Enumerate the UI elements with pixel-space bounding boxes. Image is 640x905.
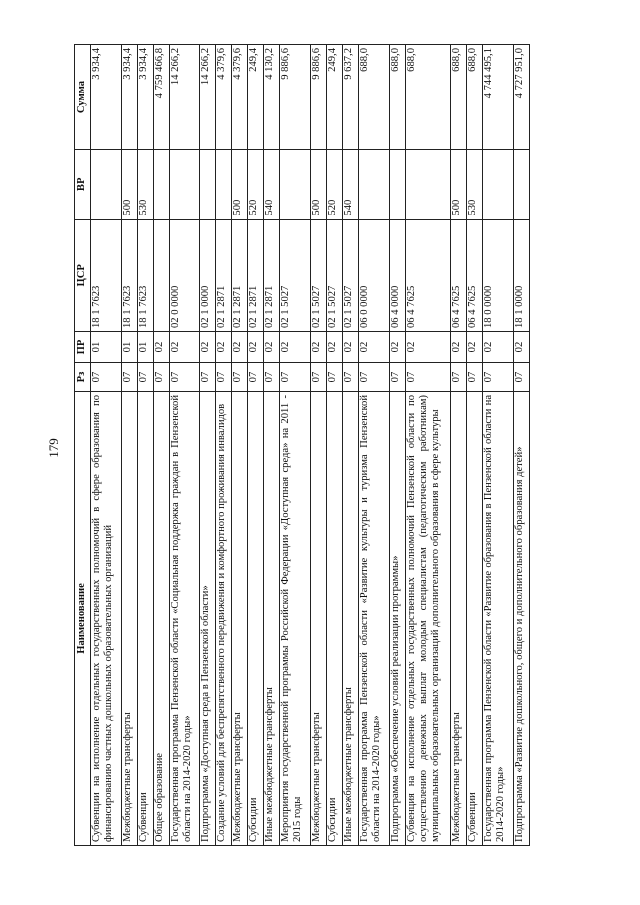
table-row: [264, 45, 280, 846]
cell-rz: 07: [405, 363, 451, 392]
cell-sum: 688,0: [405, 45, 451, 150]
cell-vr: [216, 149, 232, 219]
cell-rz: 07: [389, 363, 405, 392]
cell-name: Мероприятия государственной программы Российской Федерации «Доступная среда» на 2011 - 2015 годы: [280, 391, 311, 845]
table-body: [91, 45, 530, 846]
cell-pr: 02: [358, 332, 389, 363]
header-rz: Рз: [75, 363, 91, 392]
cell-csr: 02 0 0000: [169, 219, 200, 331]
cell-csr: 02 1 0000: [200, 219, 216, 331]
cell-rz: 07: [342, 363, 358, 392]
cell-sum: 9 886,6: [311, 45, 327, 150]
cell-vr: [200, 149, 216, 219]
table-row: [342, 45, 358, 846]
cell-sum: 4 727 951,0: [513, 45, 529, 150]
cell-pr: 01: [121, 332, 137, 363]
cell-sum: 9 637,2: [342, 45, 358, 150]
cell-name: Государственная программа Пензенской области «Социальная поддержка граждан в Пензенской области на 2014-2020 годы»: [169, 391, 200, 845]
cell-name: Межбюджетные трансферты: [311, 391, 327, 845]
cell-rz: 07: [232, 363, 248, 392]
cell-csr: 18 0 0000: [483, 219, 514, 331]
cell-rz: 07: [121, 363, 137, 392]
cell-csr: 02 1 2871: [216, 219, 232, 331]
budget-table: [74, 44, 530, 846]
table-row: [311, 45, 327, 846]
cell-pr: 02: [342, 332, 358, 363]
cell-rz: 07: [467, 363, 483, 392]
table-row: [91, 45, 122, 846]
cell-csr: 18 1 7623: [91, 219, 122, 331]
cell-pr: 02: [264, 332, 280, 363]
table-row: [389, 45, 405, 846]
cell-rz: 07: [248, 363, 264, 392]
cell-name: Межбюджетные трансферты: [451, 391, 467, 845]
cell-name: Подпрограмма «Доступная среда в Пензенской области»: [200, 391, 216, 845]
cell-vr: 540: [264, 149, 280, 219]
cell-vr: [358, 149, 389, 219]
cell-sum: 688,0: [358, 45, 389, 150]
cell-rz: 07: [451, 363, 467, 392]
cell-vr: [153, 149, 169, 219]
cell-pr: 02: [483, 332, 514, 363]
table-row: [451, 45, 467, 846]
cell-pr: 02: [405, 332, 451, 363]
table-row: [200, 45, 216, 846]
cell-name: Субвенция на исполнение отдельных государственных полномочий Пензенской области по осуществлению денежных выплат молодым специалистам (педагогическим работникам) муниципальных образовательных организаций дополнительного образования в сфере культуры: [405, 391, 451, 845]
cell-vr: 520: [326, 149, 342, 219]
cell-name: Создание условий для беспрепятственного передвижения и комфортного проживания инвалидов: [216, 391, 232, 845]
cell-name: Субвенции: [467, 391, 483, 845]
cell-vr: 540: [342, 149, 358, 219]
cell-vr: [483, 149, 514, 219]
cell-name: Общее образование: [153, 391, 169, 845]
table-row: [153, 45, 169, 846]
cell-sum: 249,4: [326, 45, 342, 150]
table-row: [280, 45, 311, 846]
header-sum: Сумма: [75, 45, 91, 150]
cell-sum: 3 934,4: [137, 45, 153, 150]
cell-vr: [389, 149, 405, 219]
cell-name: Субвенции: [137, 391, 153, 845]
table-row: [216, 45, 232, 846]
cell-pr: 02: [467, 332, 483, 363]
cell-name: Государственная программа Пензенской области «Развитие образования в Пензенской области на 2014-2020 годы»: [483, 391, 514, 845]
table-row: [326, 45, 342, 846]
cell-pr: 02: [200, 332, 216, 363]
cell-csr: 06 4 7625: [405, 219, 451, 331]
cell-sum: 688,0: [389, 45, 405, 150]
cell-csr: 02 1 2871: [232, 219, 248, 331]
cell-sum: 4 744 495,1: [483, 45, 514, 150]
cell-rz: 07: [358, 363, 389, 392]
cell-pr: 02: [513, 332, 529, 363]
cell-csr: 02 1 2871: [264, 219, 280, 331]
cell-rz: 07: [483, 363, 514, 392]
cell-csr: 18 1 7623: [121, 219, 137, 331]
cell-rz: 07: [513, 363, 529, 392]
cell-csr: 02 1 5027: [280, 219, 311, 331]
cell-csr: 06 4 7625: [467, 219, 483, 331]
cell-name: Государственная программа Пензенской области «Развитие культуры и туризма Пензенской области на 2014-2020 годы»: [358, 391, 389, 845]
cell-sum: 4 130,2: [264, 45, 280, 150]
table-row: [467, 45, 483, 846]
cell-sum: 14 266,2: [200, 45, 216, 150]
cell-name: Межбюджетные трансферты: [232, 391, 248, 845]
cell-name: Межбюджетные трансферты: [121, 391, 137, 845]
table-header-row: [75, 45, 91, 846]
cell-csr: 02 1 5027: [326, 219, 342, 331]
cell-sum: 3 934,4: [121, 45, 137, 150]
cell-name: Субвенции на исполнение отдельных государственных полномочий в сфере образования по финансированию частных дошкольных образовательных организаций: [91, 391, 122, 845]
cell-rz: 07: [200, 363, 216, 392]
header-pr: ПР: [75, 332, 91, 363]
cell-pr: 02: [248, 332, 264, 363]
cell-vr: [405, 149, 451, 219]
cell-csr: 18 1 0000: [513, 219, 529, 331]
table-row: [169, 45, 200, 846]
table-row: [358, 45, 389, 846]
cell-sum: 9 886,6: [280, 45, 311, 150]
page-number: 179: [46, 438, 61, 458]
cell-sum: 3 934,4: [91, 45, 122, 150]
cell-csr: [153, 219, 169, 331]
cell-csr: 02 1 5027: [342, 219, 358, 331]
table-row: [513, 45, 529, 846]
cell-name: Иные межбюджетные трансферты: [264, 391, 280, 845]
cell-pr: 02: [169, 332, 200, 363]
rotated-table-wrapper: [74, 44, 530, 846]
cell-name: Субсидии: [248, 391, 264, 845]
cell-rz: 07: [137, 363, 153, 392]
cell-pr: 02: [153, 332, 169, 363]
cell-pr: 01: [91, 332, 122, 363]
cell-pr: 02: [451, 332, 467, 363]
cell-pr: 01: [137, 332, 153, 363]
cell-sum: 14 266,2: [169, 45, 200, 150]
cell-rz: 07: [311, 363, 327, 392]
cell-rz: 07: [153, 363, 169, 392]
table-row: [232, 45, 248, 846]
cell-pr: 02: [326, 332, 342, 363]
cell-rz: 07: [169, 363, 200, 392]
cell-pr: 02: [311, 332, 327, 363]
cell-csr: 18 1 7623: [137, 219, 153, 331]
cell-csr: 02 1 2871: [248, 219, 264, 331]
cell-vr: 500: [232, 149, 248, 219]
cell-sum: 688,0: [451, 45, 467, 150]
cell-vr: [169, 149, 200, 219]
cell-rz: 07: [91, 363, 122, 392]
table-row: [137, 45, 153, 846]
cell-rz: 07: [326, 363, 342, 392]
table-row: [405, 45, 451, 846]
cell-name: Подпрограмма «Обеспечение условий реализации программы»: [389, 391, 405, 845]
table-row: [121, 45, 137, 846]
cell-pr: 02: [280, 332, 311, 363]
cell-rz: 07: [216, 363, 232, 392]
table-row: [248, 45, 264, 846]
cell-vr: [513, 149, 529, 219]
header-vr: ВР: [75, 149, 91, 219]
cell-vr: 530: [467, 149, 483, 219]
cell-csr: 06 4 7625: [451, 219, 467, 331]
cell-vr: [280, 149, 311, 219]
cell-pr: 02: [216, 332, 232, 363]
cell-csr: 06 4 0000: [389, 219, 405, 331]
header-csr: ЦСР: [75, 219, 91, 331]
cell-sum: 4 379,6: [232, 45, 248, 150]
cell-vr: 500: [121, 149, 137, 219]
cell-pr: 02: [232, 332, 248, 363]
table-row: [483, 45, 514, 846]
cell-csr: 02 1 5027: [311, 219, 327, 331]
cell-vr: 500: [451, 149, 467, 219]
cell-name: Иные межбюджетные трансферты: [342, 391, 358, 845]
cell-csr: 06 0 0000: [358, 219, 389, 331]
cell-sum: 4 379,6: [216, 45, 232, 150]
cell-vr: 520: [248, 149, 264, 219]
cell-vr: 530: [137, 149, 153, 219]
cell-sum: 4 759 466,8: [153, 45, 169, 150]
cell-rz: 07: [264, 363, 280, 392]
cell-vr: [91, 149, 122, 219]
cell-vr: 500: [311, 149, 327, 219]
cell-sum: 688,0: [467, 45, 483, 150]
cell-sum: 249,4: [248, 45, 264, 150]
cell-pr: 02: [389, 332, 405, 363]
cell-rz: 07: [280, 363, 311, 392]
cell-name: Подпрограмма «Развитие дошкольного, общего и дополнительного образования детей»: [513, 391, 529, 845]
cell-name: Субсидии: [326, 391, 342, 845]
header-name: Наименование: [75, 391, 91, 845]
